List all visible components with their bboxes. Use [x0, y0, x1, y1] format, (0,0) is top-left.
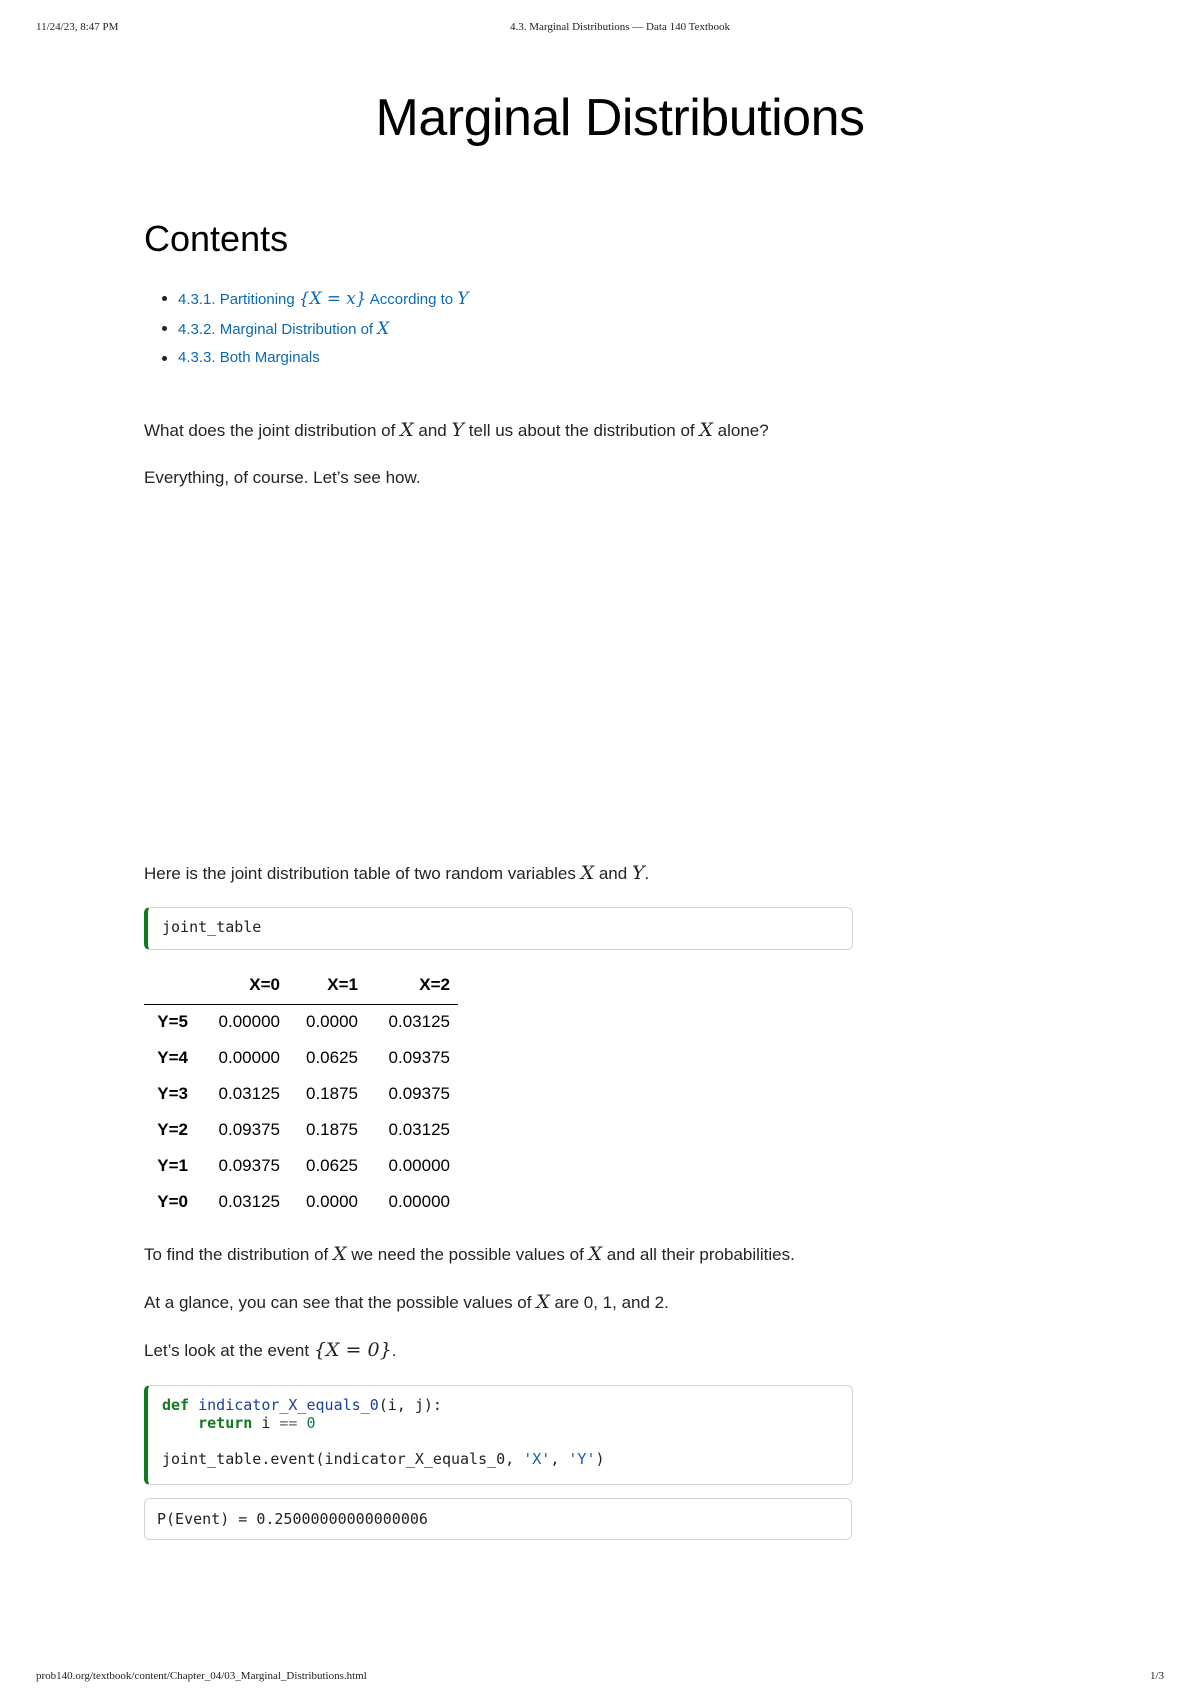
- print-page-number: 1/3: [1149, 1670, 1164, 1682]
- table-corner: [144, 966, 198, 1004]
- table-row: [144, 1148, 458, 1184]
- code-line: return i == 0: [198, 1414, 316, 1432]
- distribution-explanation: To find the distribution of X we need the possible values of X and all their probabilities.: [144, 1243, 795, 1265]
- page-title: Marginal Distributions: [375, 89, 865, 147]
- toc-item-partitioning: [178, 284, 468, 314]
- code-line: def indicator_X_equals_0(i, j):: [162, 1396, 442, 1414]
- table-row: [144, 1040, 458, 1076]
- table-cell: 0.00000: [218, 1012, 280, 1032]
- table-cell: 0.0625: [306, 1156, 358, 1175]
- code-cell-joint-table[interactable]: [144, 907, 853, 950]
- table-cell: 0.09375: [218, 1156, 280, 1175]
- table-cell: 0.1875: [306, 1084, 358, 1103]
- table-cell: 0.03125: [388, 1012, 450, 1032]
- code-line: joint_table: [162, 918, 262, 936]
- column-header: X=0: [198, 966, 288, 1004]
- print-datetime: 11/24/23, 8:47 PM: [36, 21, 119, 33]
- toc-link-partitioning[interactable]: [178, 288, 469, 308]
- row-header: Y=2: [157, 1120, 188, 1139]
- print-url: prob140.org/textbook/content/Chapter_04/03_Marginal_Distributions.html: [36, 1670, 367, 1682]
- intro-answer: Everything, of course. Let’s see how.: [144, 468, 421, 487]
- table-cell: 0.00000: [218, 1048, 280, 1067]
- code-cell-indicator[interactable]: [144, 1385, 853, 1485]
- table-cell: 0.00000: [388, 1192, 450, 1211]
- toc-link-math: {X = x}: [298, 288, 367, 308]
- table-row: [144, 1184, 458, 1220]
- intro-question: What does the joint distribution of X and Y tell us about the distribution of X alone?: [144, 419, 769, 441]
- table-cell: 0.09375: [388, 1048, 450, 1067]
- table-cell: 0.09375: [218, 1120, 280, 1139]
- table-row: [144, 1112, 458, 1148]
- row-header: Y=1: [157, 1156, 188, 1175]
- table-of-contents: [178, 284, 468, 372]
- joint-distribution-table: [144, 966, 458, 1220]
- event-intro: Let’s look at the event {X = 0}.: [144, 1339, 397, 1361]
- toc-item-both-marginals: [178, 344, 468, 372]
- toc-item-marginal-of-x: [178, 314, 468, 344]
- toc-link-marginal-of-x[interactable]: [178, 318, 390, 338]
- table-cell: 0.00000: [388, 1156, 450, 1175]
- toc-link-text: 4.3.1. Partitioning: [178, 291, 299, 308]
- table-cell: 0.03125: [388, 1120, 450, 1139]
- toc-link-text: According to: [366, 291, 458, 308]
- column-header: X=2: [366, 966, 458, 1004]
- table-header-row: [144, 966, 458, 1004]
- table-cell: 0.1875: [306, 1120, 358, 1139]
- table-cell: 0.09375: [388, 1084, 450, 1103]
- column-header: X=1: [288, 966, 366, 1004]
- row-header: Y=5: [157, 1012, 188, 1032]
- print-header: [0, 21, 1200, 37]
- row-header: Y=0: [157, 1192, 188, 1211]
- toc-link-text: 4.3.2. Marginal Distribution of: [178, 321, 378, 338]
- output-cell: P(Event) = 0.25000000000000006: [144, 1498, 852, 1540]
- table-cell: 0.03125: [218, 1192, 280, 1211]
- toc-link-math: Y: [457, 288, 469, 308]
- table-cell: 0.0625: [306, 1048, 358, 1067]
- contents-heading: Contents: [144, 218, 289, 259]
- table-intro: Here is the joint distribution table of two random variables X and Y.: [144, 862, 650, 884]
- toc-link-math: X: [377, 318, 390, 338]
- row-header: Y=4: [157, 1048, 188, 1067]
- code-line: [162, 1432, 852, 1450]
- possible-values: At a glance, you can see that the possible values of X are 0, 1, and 2.: [144, 1291, 669, 1313]
- table-row: [144, 1004, 458, 1040]
- table-cell: 0.0000: [306, 1012, 358, 1032]
- code-line: joint_table.event(indicator_X_equals_0, 'X', 'Y'): [162, 1450, 605, 1468]
- toc-link-both-marginals[interactable]: [178, 349, 320, 366]
- table-cell: 0.0000: [306, 1192, 358, 1211]
- toc-link-text: 4.3.3. Both Marginals: [178, 349, 320, 366]
- print-footer: [0, 1670, 1200, 1686]
- table-cell: 0.03125: [218, 1084, 280, 1103]
- print-doc-title: 4.3. Marginal Distributions — Data 140 Textbook: [509, 21, 731, 33]
- table-row: [144, 1076, 458, 1112]
- row-header: Y=3: [157, 1084, 188, 1103]
